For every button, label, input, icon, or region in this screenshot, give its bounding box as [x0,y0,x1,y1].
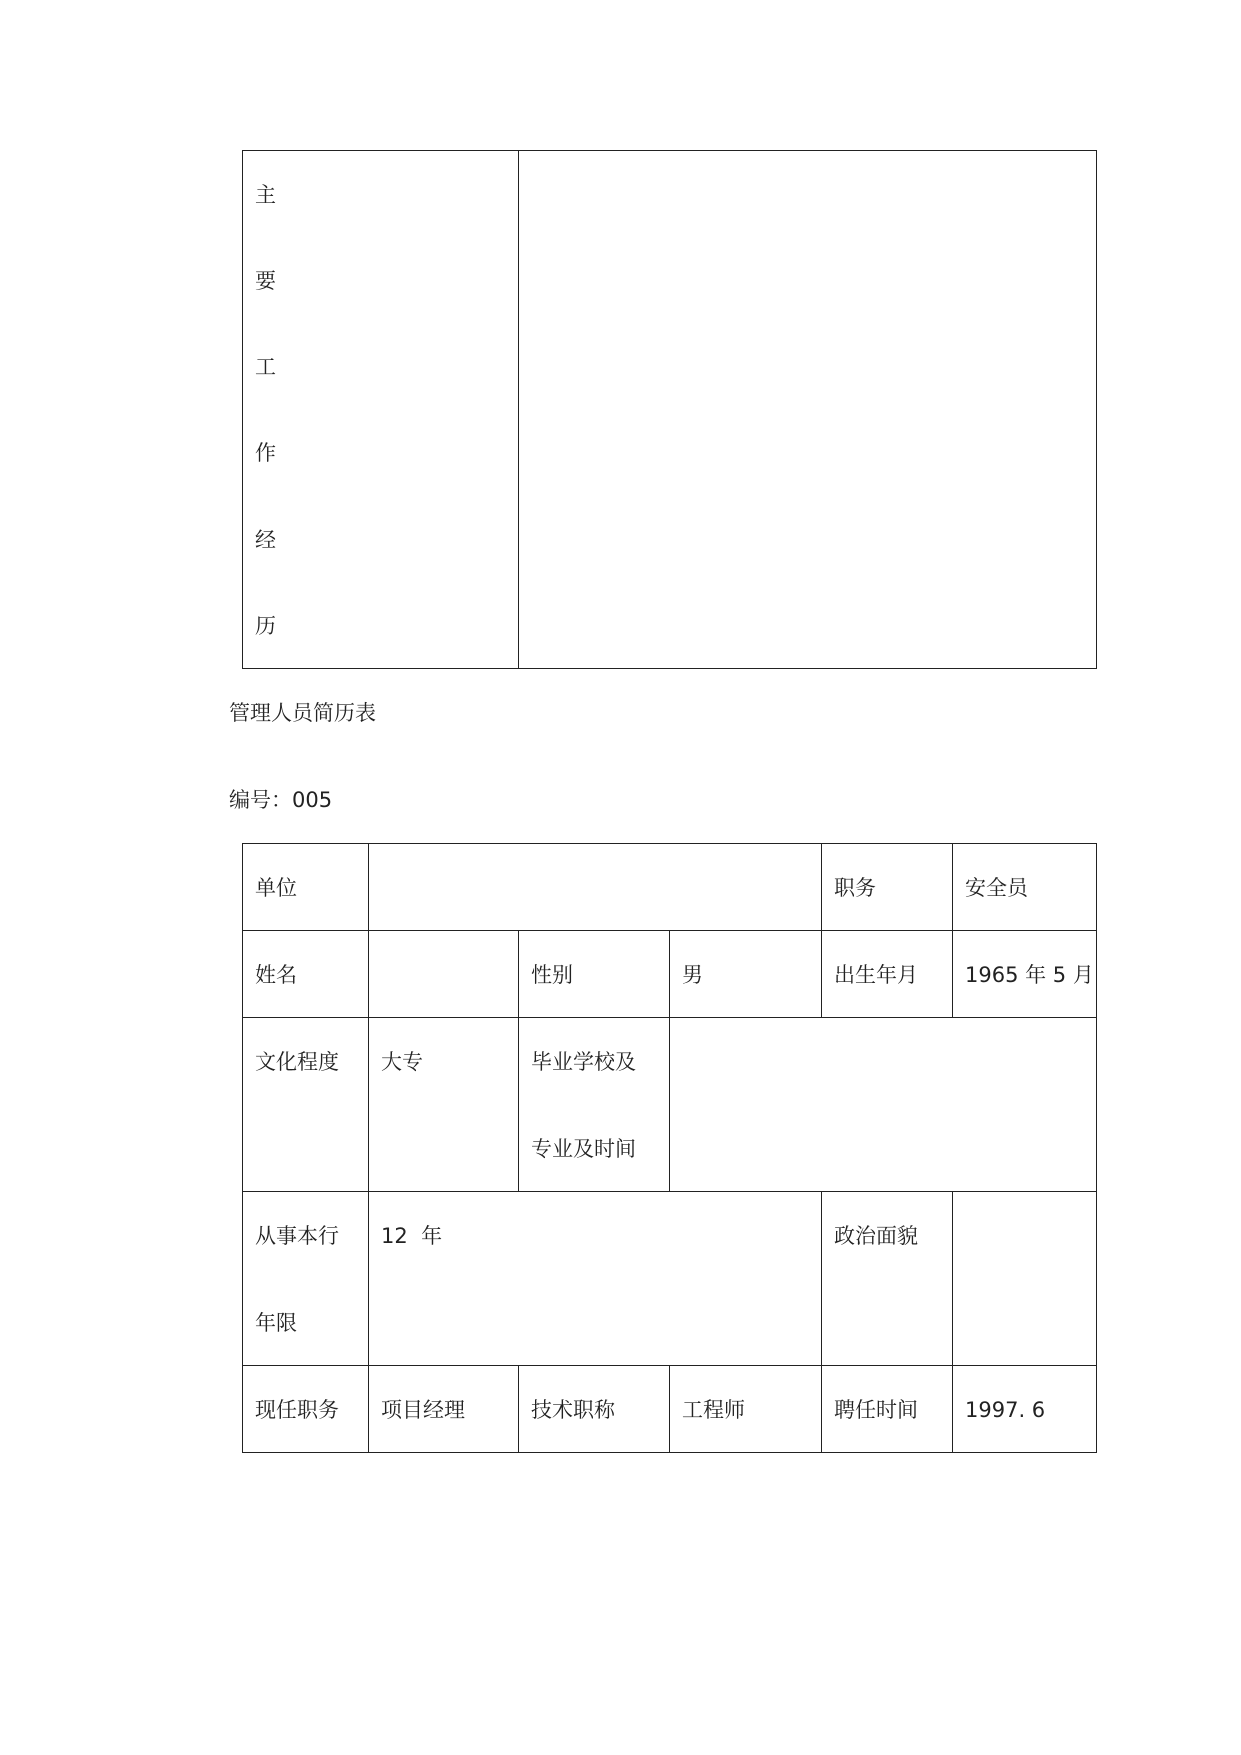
position-value-cell [952,843,1097,931]
position-label-cell [821,843,953,931]
school-value-cell [669,1017,1097,1192]
position-value: 安全员 [965,876,1028,900]
appointed-value: 1997. 6 [965,1398,1046,1422]
document-title: 管理人员简历表 [229,701,376,725]
tech-title-value-cell [669,1365,822,1453]
appointed-value-cell [952,1365,1097,1453]
industry-years-label-cell [242,1191,369,1366]
industry-years-value-cell [368,1191,822,1366]
current-post-label-cell [242,1365,369,1453]
work-history-label-char: 主 [255,183,276,207]
work-history-label-char: 经 [255,528,276,552]
unit-label: 单位 [255,876,297,900]
work-history-label-char: 历 [255,614,276,638]
gender-value-cell [669,930,822,1018]
birth-value-cell [952,930,1097,1018]
appointed-label: 聘任时间 [834,1398,918,1422]
school-label-line2: 专业及时间 [531,1137,636,1161]
birth-label: 出生年月 [834,963,918,987]
name-label-cell [242,930,369,1018]
gender-value: 男 [682,963,703,987]
work-history-content-cell [518,150,1097,669]
gender-label: 性别 [531,963,573,987]
political-label-cell [821,1191,953,1366]
work-history-label-char: 工 [255,355,276,379]
education-value-cell [368,1017,519,1192]
work-history-label-char: 要 [255,269,276,293]
unit-value-cell [368,843,822,931]
school-label-cell [518,1017,670,1192]
current-post-value-cell [368,1365,519,1453]
unit-label-cell [242,843,369,931]
tech-title-label-cell [518,1365,670,1453]
school-label-line1: 毕业学校及 [531,1050,636,1074]
serial-number: 编号：005 [229,788,333,812]
birth-label-cell [821,930,953,1018]
birth-value: 1965 年 5 月 [965,963,1094,987]
political-label: 政治面貌 [834,1224,918,1248]
appointed-label-cell [821,1365,953,1453]
gender-label-cell [518,930,670,1018]
current-post-value: 项目经理 [381,1398,465,1422]
tech-title-value: 工程师 [682,1398,745,1422]
name-label: 姓名 [255,963,297,987]
work-history-label-char: 作 [255,441,276,465]
name-value-cell [368,930,519,1018]
tech-title-label: 技术职称 [531,1398,615,1422]
education-label: 文化程度 [255,1050,339,1074]
industry-years-label-line1: 从事本行 [255,1224,339,1248]
political-value-cell [952,1191,1097,1366]
industry-years-label-line2: 年限 [255,1311,297,1335]
industry-years-value: 12 年 [381,1224,443,1248]
work-history-label-cell [242,150,519,669]
education-label-cell [242,1017,369,1192]
current-post-label: 现任职务 [255,1398,339,1422]
education-value: 大专 [381,1050,423,1074]
position-label: 职务 [834,876,876,900]
